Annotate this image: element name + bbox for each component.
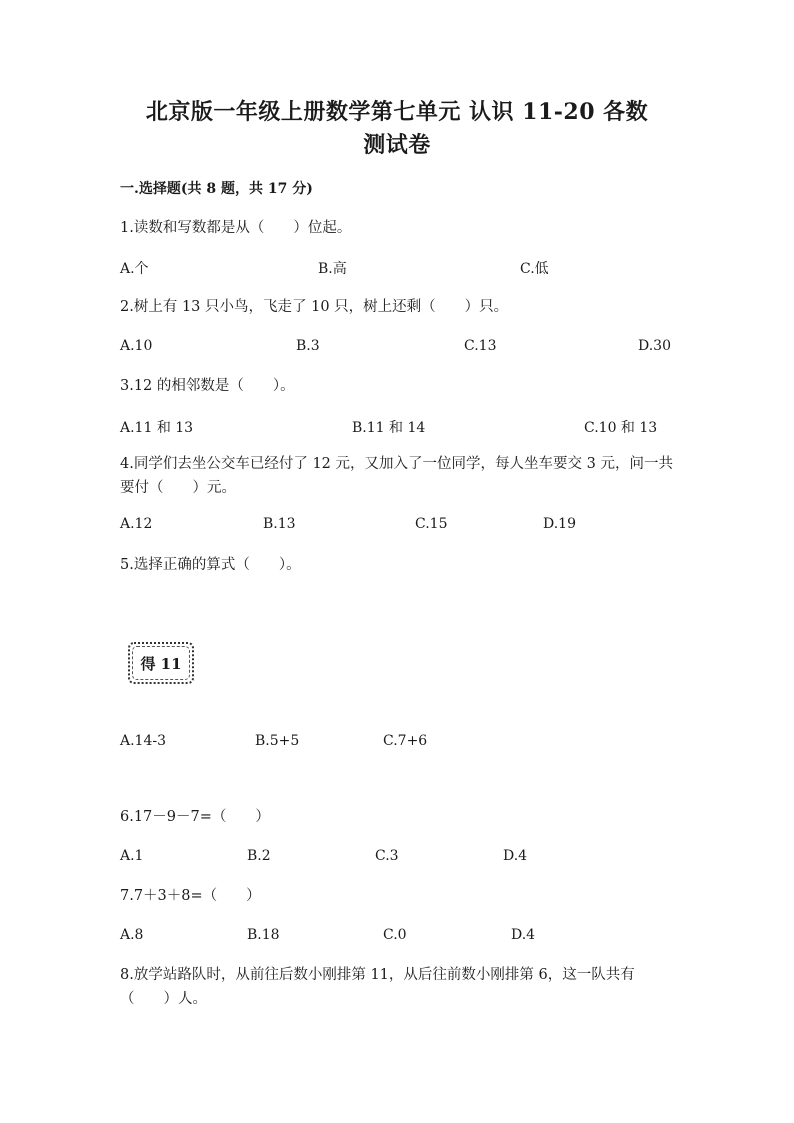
- score-badge-label: 得 11: [140, 654, 182, 673]
- title-line-1: 北京版一年级上册数学第七单元 认识 11-20 各数: [145, 99, 649, 125]
- q5-option-a[interactable]: A.14-3: [120, 733, 167, 749]
- q4-option-c[interactable]: C.15: [415, 516, 448, 532]
- question-3: 3.12 的相邻数是（ ）。: [120, 378, 295, 394]
- q5-option-c[interactable]: C.7+6: [383, 733, 428, 749]
- q7-option-d[interactable]: D.4: [511, 927, 536, 943]
- q1-option-c[interactable]: C.低: [520, 261, 549, 277]
- q6-option-b[interactable]: B.2: [247, 848, 271, 864]
- q7-option-b[interactable]: B.18: [247, 927, 280, 943]
- page-title: [120, 96, 674, 162]
- q2-option-b[interactable]: B.3: [296, 338, 320, 354]
- q4-option-a[interactable]: A.12: [120, 516, 153, 532]
- q6-option-c[interactable]: C.3: [375, 848, 399, 864]
- q3-option-a[interactable]: A.11 和 13: [120, 420, 194, 436]
- q6-option-a[interactable]: A.1: [120, 848, 144, 864]
- q7-option-a[interactable]: A.8: [120, 927, 144, 943]
- q1-option-a[interactable]: A.个: [120, 261, 149, 277]
- question-2: 2.树上有 13 只小鸟，飞走了 10 只，树上还剩（ ）只。: [120, 299, 509, 315]
- q6-option-d[interactable]: D.4: [503, 848, 528, 864]
- question-4: 4.同学们去坐公交车已经付了 12 元，又加入了一位同学，每人坐车要交 3 元，问一共要付（ ）元。: [120, 456, 673, 496]
- q2-option-c[interactable]: C.13: [464, 338, 497, 354]
- q3-option-c[interactable]: C.10 和 13: [584, 420, 658, 436]
- q2-option-a[interactable]: A.10: [120, 338, 153, 354]
- question-6: 6.17－9－7=（ ）: [120, 809, 270, 825]
- q5-option-b[interactable]: B.5+5: [255, 733, 300, 749]
- q3-option-b[interactable]: B.11 和 14: [352, 420, 426, 436]
- title-line-2: 测试卷: [363, 132, 431, 158]
- q4-option-d[interactable]: D.19: [543, 516, 576, 532]
- question-8: 8.放学站路队时，从前往后数小刚排第 11，从后往前数小刚排第 6，这一队共有（ ）人。: [120, 967, 635, 1007]
- question-7: 7.7＋3＋8=（ ）: [120, 888, 261, 904]
- question-1: 1.读数和写数都是从（ ）位起。: [120, 220, 352, 236]
- section-heading: 一.选择题(共 8 题，共 17 分): [120, 181, 313, 197]
- score-badge: [128, 642, 194, 684]
- question-5: 5.选择正确的算式（ ）。: [120, 557, 301, 573]
- q4-option-b[interactable]: B.13: [263, 516, 296, 532]
- q7-option-c[interactable]: C.0: [383, 927, 407, 943]
- q1-option-b[interactable]: B.高: [318, 261, 347, 277]
- q2-option-d[interactable]: D.30: [638, 338, 671, 354]
